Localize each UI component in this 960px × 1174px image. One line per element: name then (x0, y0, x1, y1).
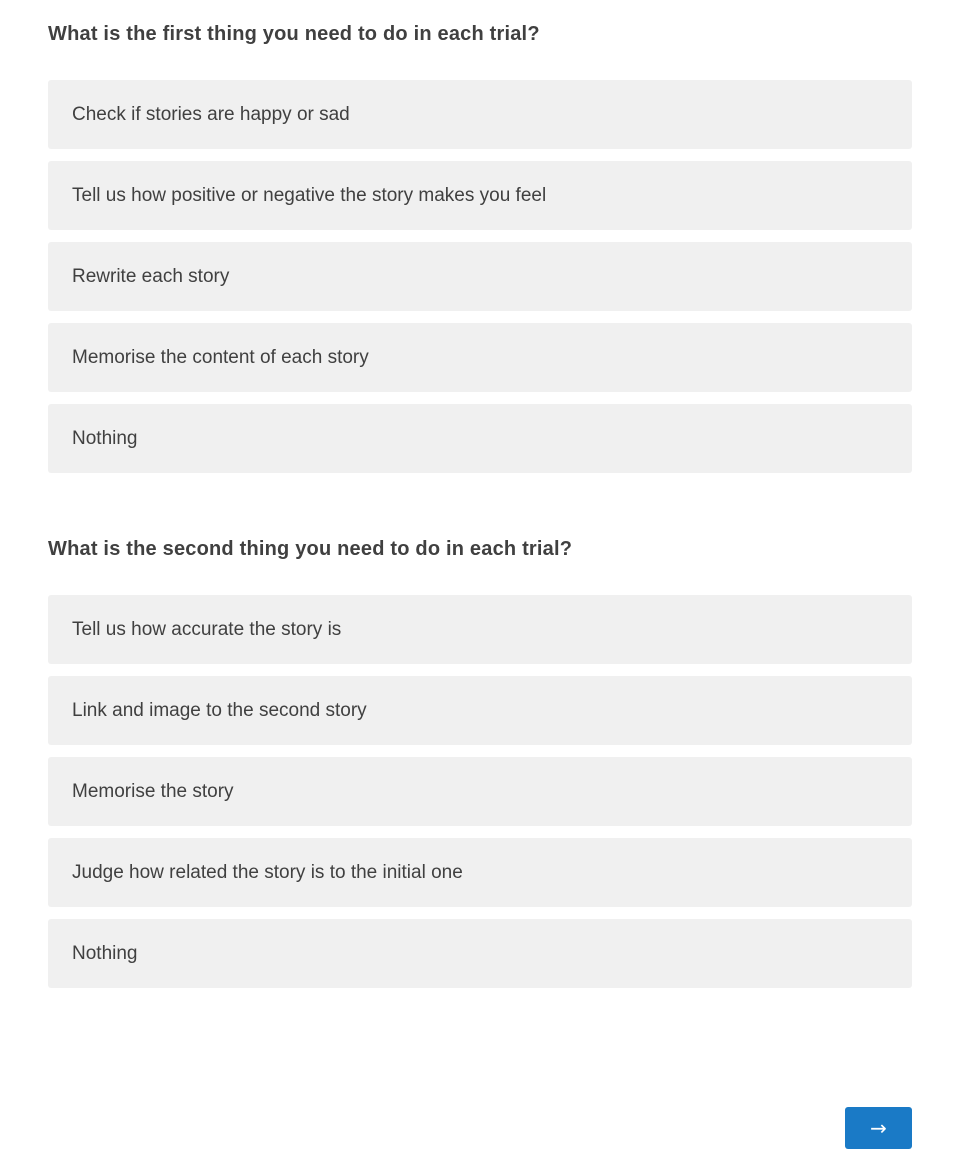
question-1-choice-2[interactable]: Tell us how positive or negative the story makes you feel (48, 161, 912, 230)
question-2-title: What is the second thing you need to do in each trial? (48, 538, 573, 560)
question-1-choice-5[interactable]: Nothing (48, 404, 912, 473)
question-2-choice-2[interactable]: Link and image to the second story (48, 676, 912, 745)
question-2-choice-3[interactable]: Memorise the story (48, 757, 912, 826)
question-2 (48, 536, 912, 988)
question-1-title: What is the first thing you need to do in each trial? (48, 23, 540, 45)
arrow-right-icon: → (870, 1116, 887, 1140)
question-1 (48, 21, 912, 473)
question-2-choice-1[interactable]: Tell us how accurate the story is (48, 595, 912, 664)
question-2-choices (48, 595, 912, 988)
question-1-choice-4[interactable]: Memorise the content of each story (48, 323, 912, 392)
question-1-choice-3[interactable]: Rewrite each story (48, 242, 912, 311)
question-1-choice-1[interactable]: Check if stories are happy or sad (48, 80, 912, 149)
next-button[interactable] (845, 1107, 912, 1149)
question-2-choice-4[interactable]: Judge how related the story is to the initial one (48, 838, 912, 907)
question-2-choice-5[interactable]: Nothing (48, 919, 912, 988)
question-1-choices (48, 80, 912, 473)
